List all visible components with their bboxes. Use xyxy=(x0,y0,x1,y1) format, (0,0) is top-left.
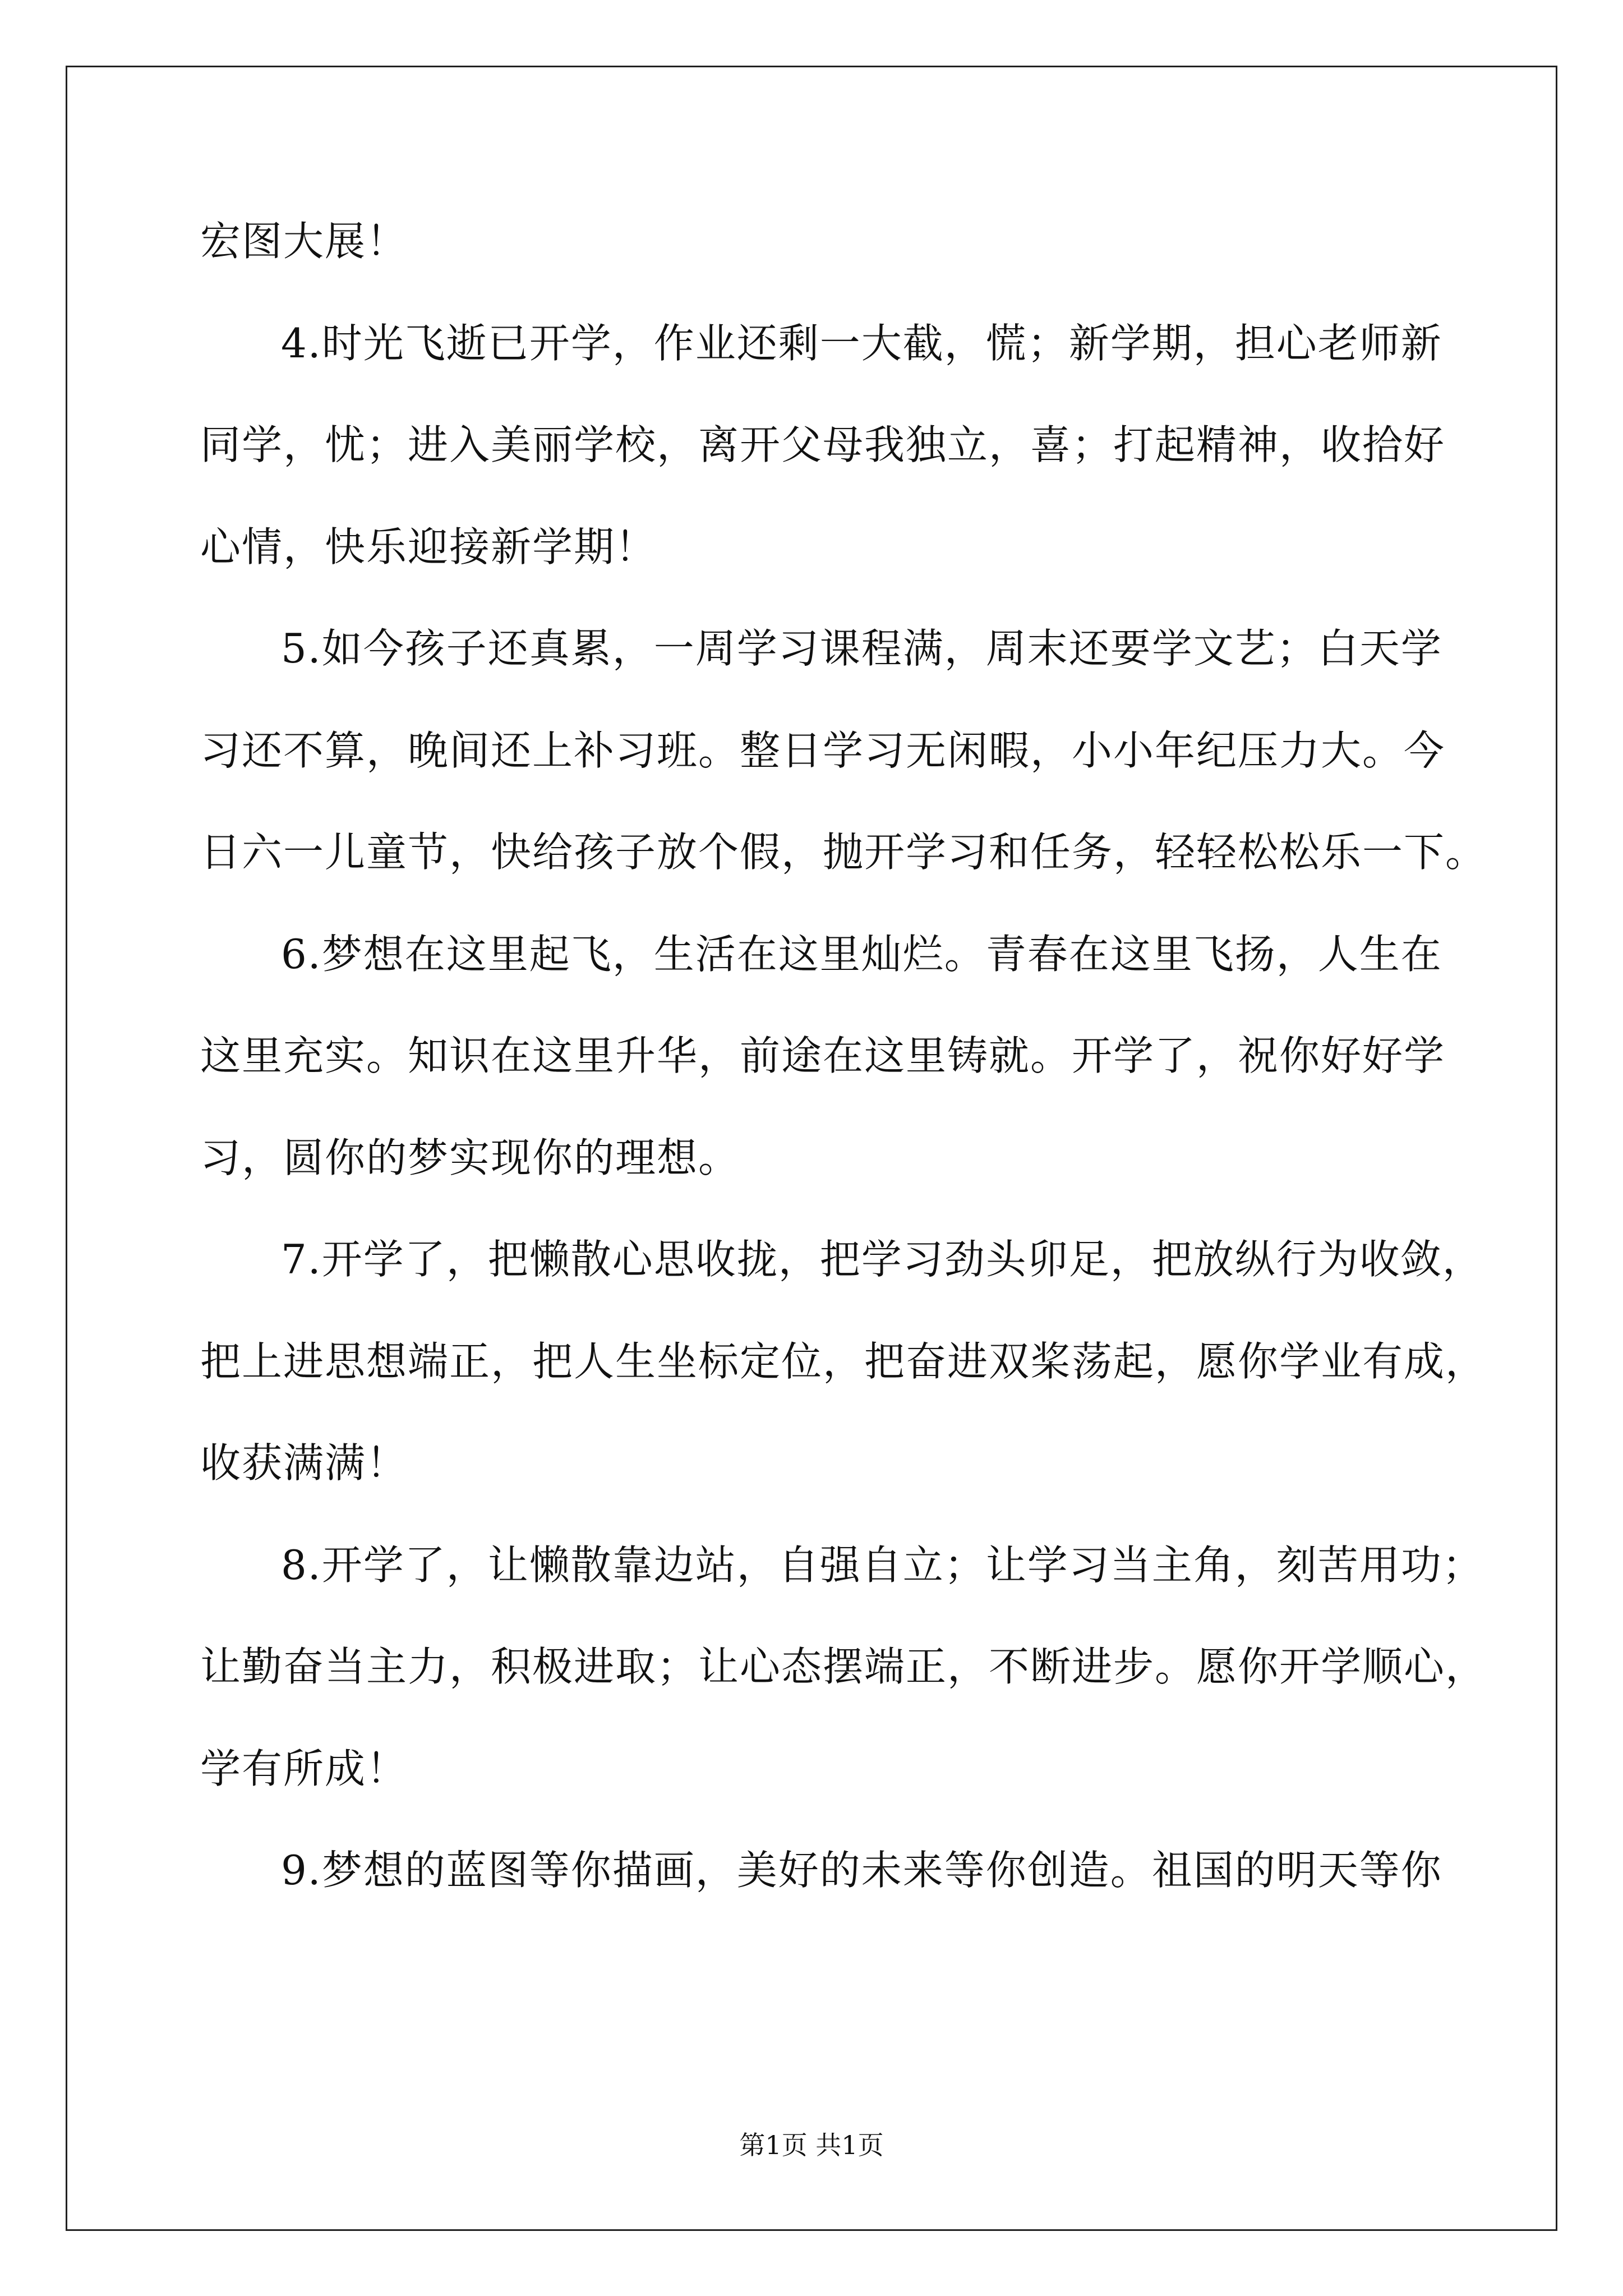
text-line: 把上进思想端正，把人生坐标定位，把奋进双桨荡起，愿你学业有成， xyxy=(200,1338,1487,1385)
text-line: 9.梦想的蓝图等你描画，美好的未来等你创造。祖国的明天等你 xyxy=(281,1847,1442,1894)
text-line: 习还不算，晚间还上补习班。整日学习无闲暇，小小年纪压力大。今 xyxy=(200,727,1446,774)
page-footer: 第1页 共1页 xyxy=(739,2130,884,2160)
text-line: 4.时光飞逝已开学，作业还剩一大截，慌；新学期，担心老师新 xyxy=(281,320,1442,367)
text-line: 同学，忧；进入美丽学校，离开父母我独立，喜；打起精神，收拾好 xyxy=(200,421,1446,468)
text-line: 6.梦想在这里起飞，生活在这里灿烂。青春在这里飞扬，人生在 xyxy=(281,931,1442,978)
text-line: 8.开学了，让懒散靠边站，自强自立；让学习当主角，刻苦用功； xyxy=(281,1542,1484,1589)
text-line: 心情，快乐迎接新学期！ xyxy=(200,523,657,570)
text-line: 7.开学了，把懒散心思收拢，把学习劲头卯足，把放纵行为收敛， xyxy=(281,1236,1484,1283)
text-line: 收获满满！ xyxy=(200,1439,408,1487)
text-line: 5.如今孩子还真累，一周学习课程满，周末还要学文艺；白天学 xyxy=(281,625,1442,672)
text-line: 宏图大展！ xyxy=(200,218,408,265)
text-line: 习，圆你的梦实现你的理想。 xyxy=(200,1134,740,1181)
text-line: 日六一儿童节，快给孩子放个假，抛开学习和任务，轻轻松松乐一下。 xyxy=(200,829,1487,876)
text-line: 让勤奋当主力，积极进取；让心态摆端正，不断进步。愿你开学顺心， xyxy=(200,1643,1487,1690)
text-line: 这里充实。知识在这里升华，前途在这里铸就。开学了，祝你好好学 xyxy=(200,1032,1446,1079)
text-line: 学有所成！ xyxy=(200,1745,408,1792)
